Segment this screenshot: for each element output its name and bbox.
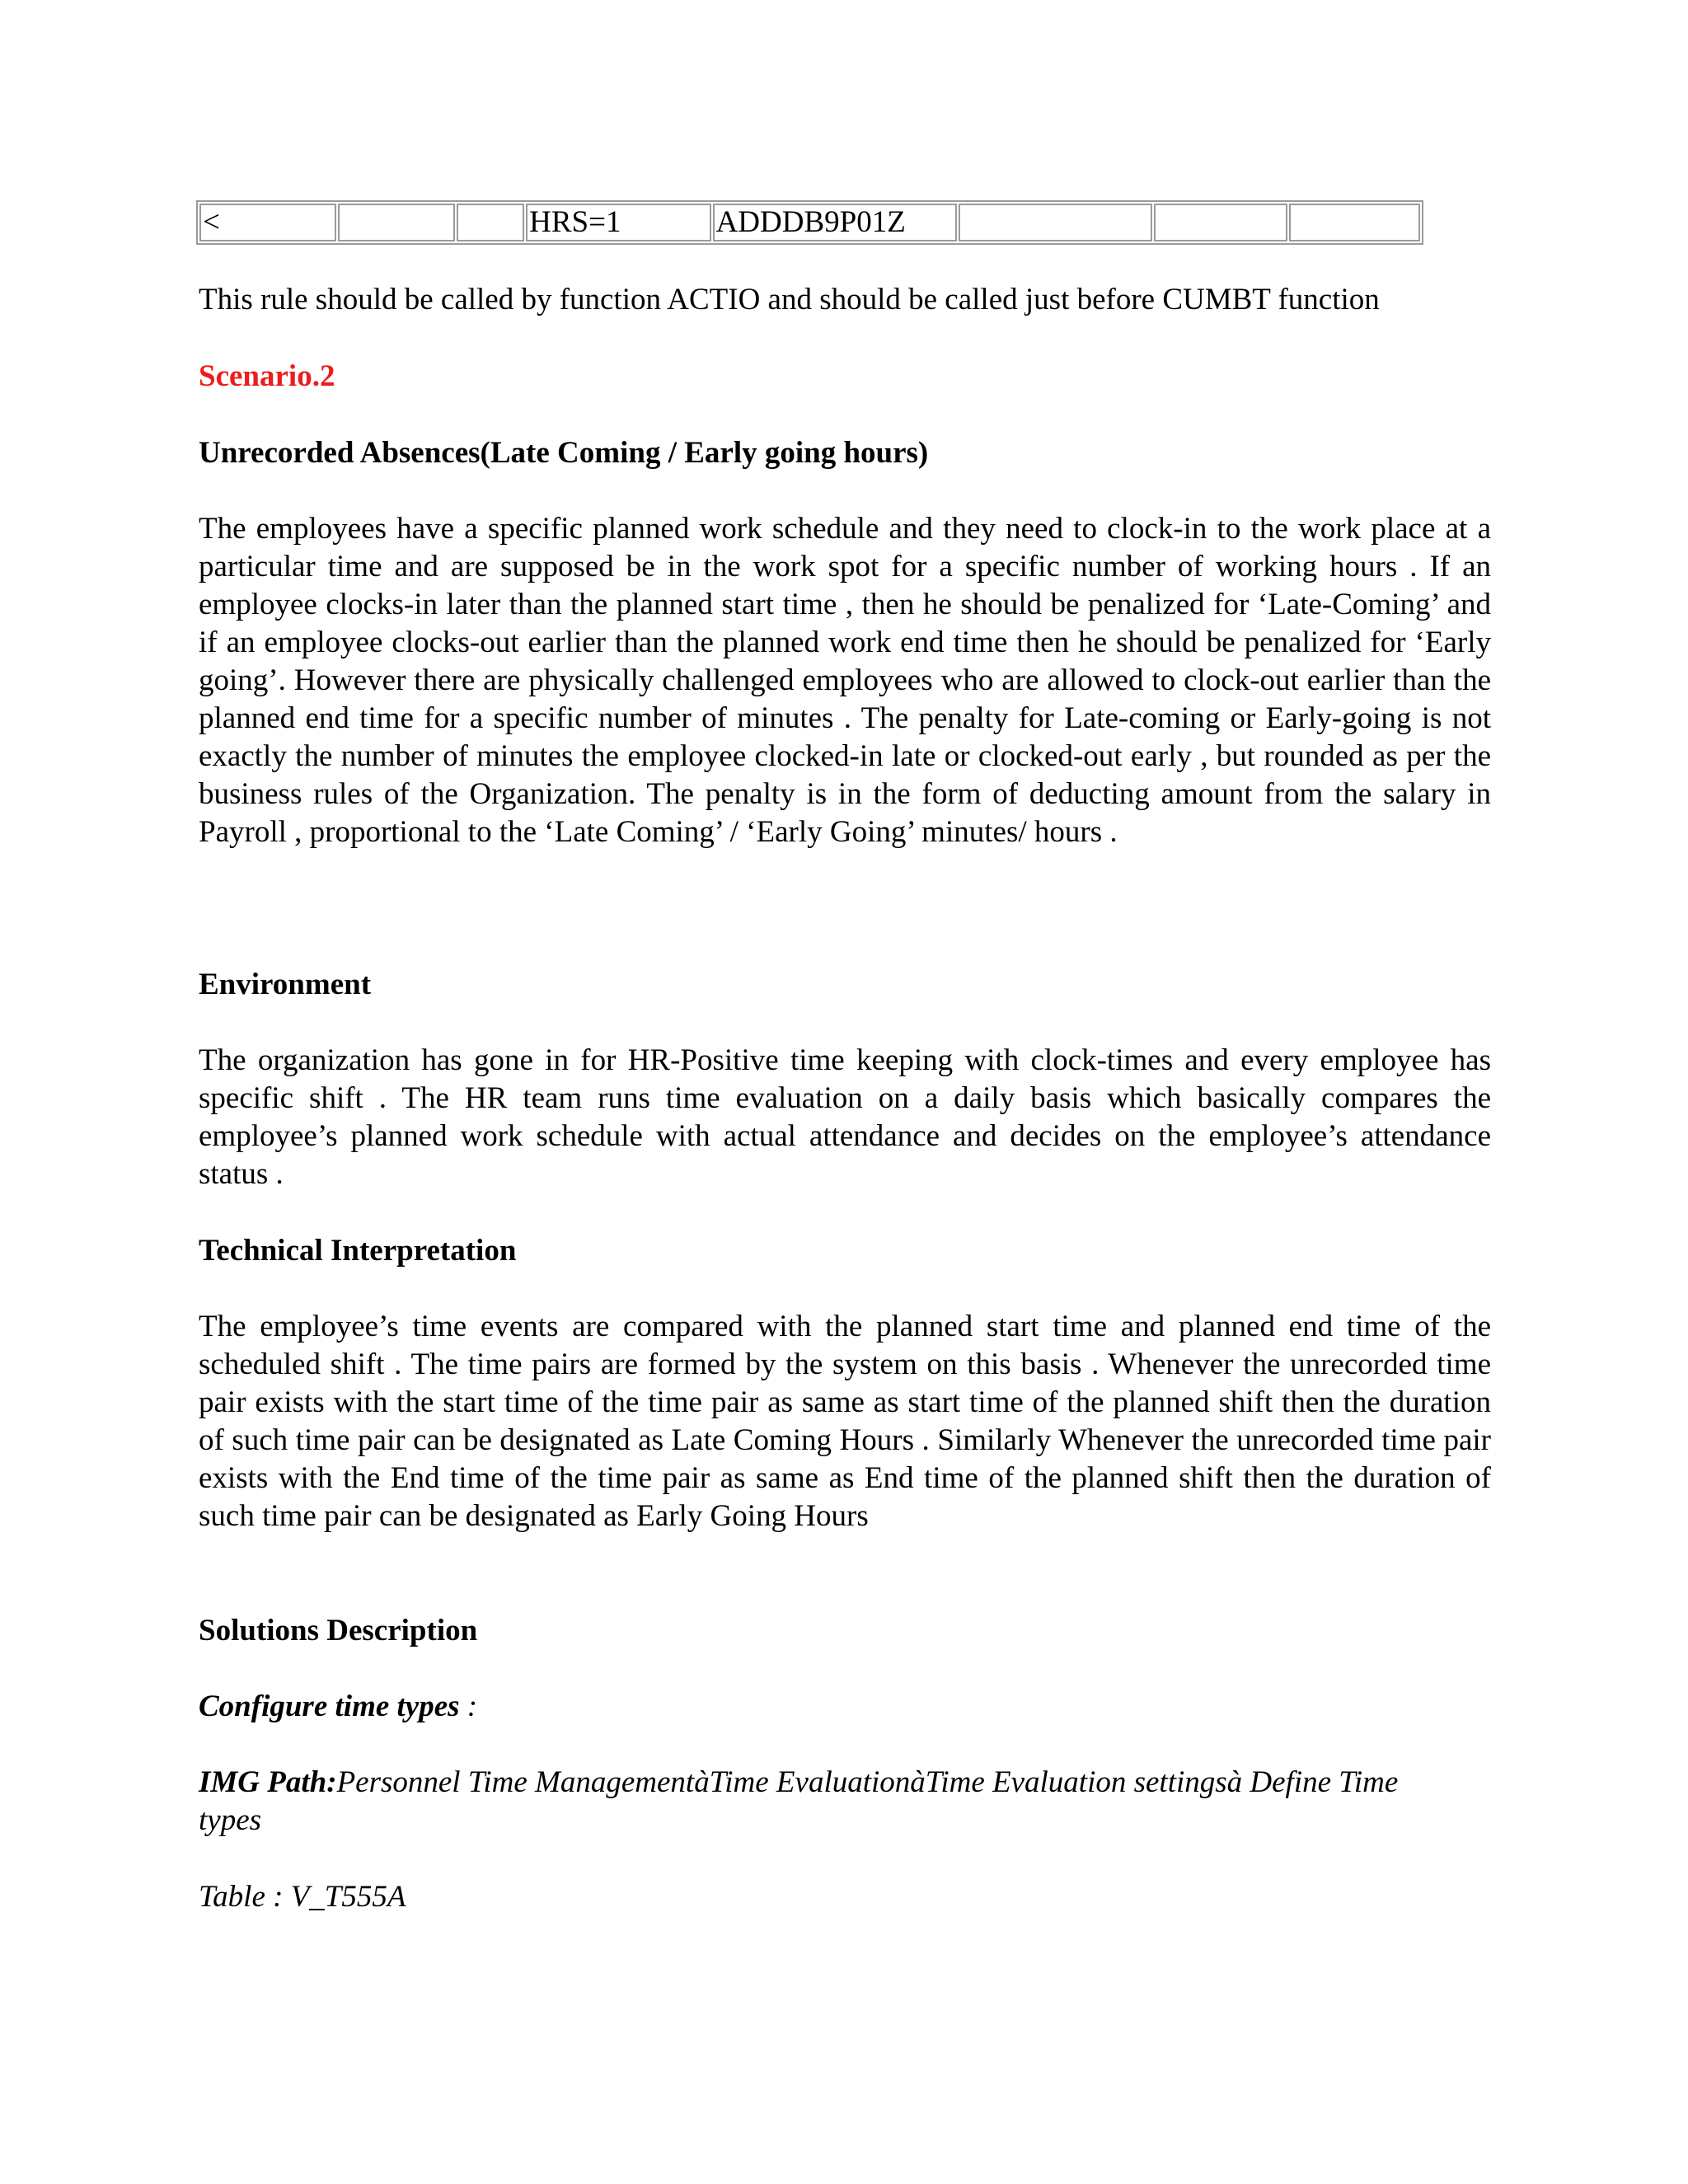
table-row — [199, 204, 1420, 241]
solutions-heading: Solutions Description — [199, 1614, 478, 1647]
table-cell: HRS=1 — [526, 204, 710, 241]
section-title: Unrecorded Absences(Late Coming / Early going hours) — [199, 436, 929, 470]
table-cell — [959, 204, 1152, 241]
note-line: This rule should be called by function ACTIO and should be called just before CUMBT function — [199, 283, 1380, 316]
environment-heading: Environment — [199, 968, 372, 1001]
table-cell — [1289, 204, 1420, 241]
configure-label: Configure time types — [199, 1690, 460, 1723]
img-path — [199, 1764, 1468, 1840]
img-path-value: Personnel Time ManagementàTime EvaluationàTime Evaluation settingsà Define Time types — [199, 1765, 1399, 1837]
technical-heading: Technical Interpretation — [199, 1234, 517, 1268]
scenario-title: Scenario.2 — [199, 359, 335, 393]
table-cell: ADDDB9P01Z — [713, 204, 957, 241]
environment-paragraph: The organization has gone in for HR-Positive time keeping with clock-times and every employee has specific shift . The HR team runs time evaluation on a daily basis which basically compares the employee’s planned work schedule with actual attendance and decides on the employee’s attendance status . — [199, 1043, 1491, 1191]
intro-paragraph: The employees have a specific planned work schedule and they need to clock-in to the work place at a particular time and are supposed be in the work spot for a specific number of working hours . If an employee clocks-in later than the planned start time , then he should be penalized for ‘Late-Coming’ and if an employee clocks-out earlier than the planned work end time then he should be penalized for ‘Early going’. However there are physically challenged employees who are allowed to clock-out earlier than the planned end time for a specific number of minutes . The penalty for Late-coming or Early-going is not exactly the number of minutes the employee clocked-in late or clocked-out early , but rounded as per the business rules of the Organization. The penalty is in the form of deducting amount from the salary in Payroll , proportional to the ‘Late Coming’ / ‘Early Going’ minutes/ hours . — [199, 512, 1491, 849]
table-cell — [1154, 204, 1288, 241]
table-cell — [338, 204, 455, 241]
configure-suffix: : — [459, 1690, 478, 1723]
img-path-label: IMG Path: — [199, 1765, 337, 1799]
table-line: Table : V_T555A — [199, 1880, 406, 1914]
configure-time-types — [199, 1688, 1491, 1726]
rule-table — [196, 200, 1423, 245]
technical-paragraph: The employee’s time events are compared with the planned start time and planned end time of the scheduled shift . The time pairs are formed by the system on this basis . Whenever the unrecorded time pair exists with the start time of the time pair as same as start time of the planned shift then the duration of such time pair can be designated as Late Coming Hours . Similarly Whenever the unrecorded time pair exists with the End time of the time pair as same as End time of the planned shift then the duration of such time pair can be designated as Early Going Hours — [199, 1310, 1491, 1533]
table-cell: < — [199, 204, 336, 241]
table-cell — [457, 204, 524, 241]
